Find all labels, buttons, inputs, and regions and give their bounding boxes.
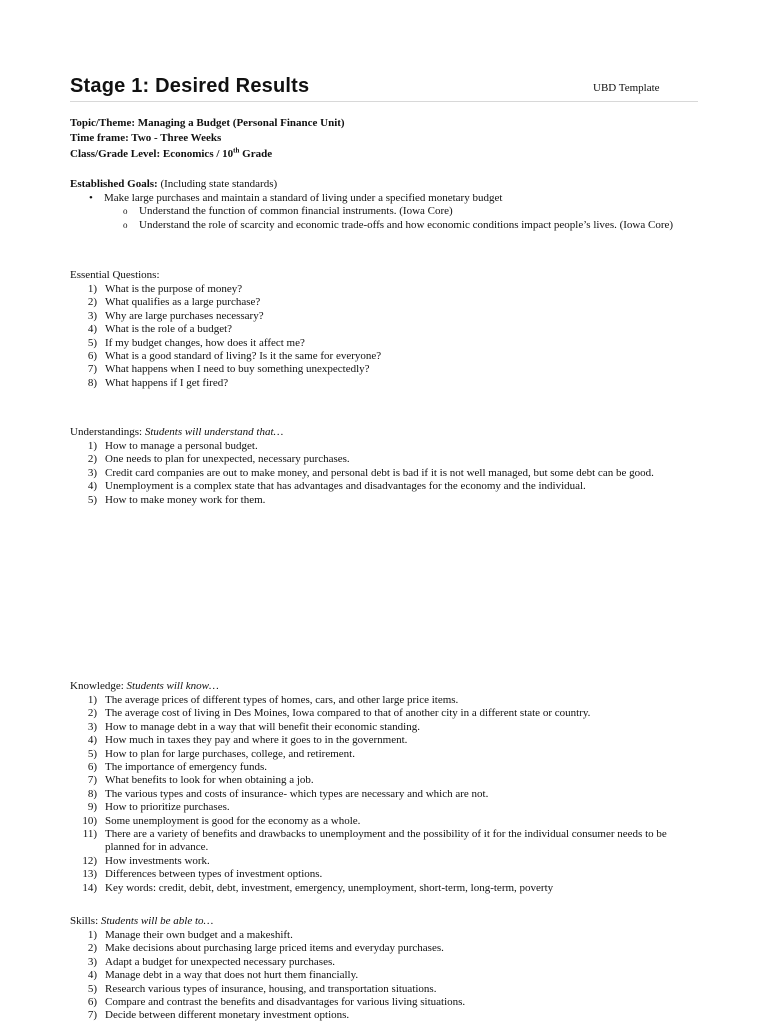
list-item xyxy=(70,707,700,720)
list-item-text: What happens when I need to buy something unexpectedly? xyxy=(105,363,370,376)
list-item xyxy=(70,467,700,480)
list-item xyxy=(70,969,700,982)
bullet-icon: • xyxy=(89,192,93,204)
list-number: 3) xyxy=(87,720,97,733)
list-item xyxy=(70,828,700,855)
list-item-text: One needs to plan for unexpected, necessary purchases. xyxy=(105,453,350,466)
list-item xyxy=(70,363,700,376)
understandings-heading-label: Understandings: xyxy=(70,426,145,438)
list-item-text: Credit card companies are out to make money, and personal debt is bad if it is not well managed, but some debt can be good. xyxy=(105,466,654,479)
list-number: 2) xyxy=(87,296,97,309)
established-goals-section xyxy=(70,177,700,232)
list-item xyxy=(70,942,700,955)
list-item xyxy=(70,868,700,881)
list-item-text: Differences between types of investment options. xyxy=(105,868,323,881)
understandings-heading-italic: Students will understand that… xyxy=(144,426,284,438)
list-item-text: How investments work. xyxy=(105,854,210,867)
list-number: 3) xyxy=(87,309,97,322)
list-item-text: The average cost of living in Des Moines, Iowa compared to that of another city in a different state or country. xyxy=(105,707,591,720)
list-number: 6) xyxy=(87,350,97,363)
list-item xyxy=(70,694,700,707)
list-number: 10) xyxy=(82,814,97,827)
list-item-text: What is the role of a budget? xyxy=(105,323,233,336)
list-item-text: Some unemployment is good for the economy as a whole. xyxy=(105,814,361,827)
list-number: 1) xyxy=(87,929,97,941)
goal-sub-text: Understand the role of scarcity and economic trade-offs and how economic conditions impact people’s lives. (Iowa Core) xyxy=(139,218,674,231)
list-number: 7) xyxy=(87,363,97,376)
list-item-text: Adapt a budget for unexpected necessary purchases. xyxy=(105,955,335,968)
grade-prefix: Class/Grade Level: Economics / 10 xyxy=(70,147,234,160)
circle-bullet-icon: o xyxy=(123,206,128,217)
list-item xyxy=(70,494,700,507)
list-number: 12) xyxy=(82,854,97,867)
list-item-text: Manage their own budget and a makeshift. xyxy=(105,929,293,941)
list-number: 6) xyxy=(87,996,97,1009)
list-number: 14) xyxy=(82,881,97,894)
list-item-text: Compare and contrast the benefits and disadvantages for various living situations. xyxy=(105,996,466,1009)
list-item xyxy=(70,882,700,895)
goals-heading-note: (Including state standards) xyxy=(157,178,278,190)
list-number: 1) xyxy=(87,283,97,295)
list-item-text: Manage debt in a way that does not hurt them financially. xyxy=(105,969,359,982)
list-item-text: What benefits to look for when obtaining a job. xyxy=(105,774,314,787)
list-number: 13) xyxy=(82,868,97,881)
list-item-text: What is the purpose of money? xyxy=(105,283,243,295)
skills-section xyxy=(70,914,700,1023)
list-number: 1) xyxy=(87,694,97,706)
list-item-text: How much in taxes they pay and where it goes to in the government. xyxy=(105,734,408,747)
list-item-text: The various types and costs of insurance- which types are necessary and which are not. xyxy=(105,787,489,800)
knowledge-list xyxy=(70,694,700,895)
list-item-text: What qualifies as a large purchase? xyxy=(105,296,261,309)
list-item-text: How to plan for large purchases, college, and retirement. xyxy=(105,747,355,760)
list-item-text: How to manage a personal budget. xyxy=(105,440,258,452)
grade-ordinal: th xyxy=(233,145,240,154)
template-label: UBD Template xyxy=(593,82,660,94)
list-item-text: Research various types of insurance, housing, and transportation situations. xyxy=(105,982,437,995)
skills-heading-label: Skills: xyxy=(70,915,101,927)
list-number: 4) xyxy=(87,734,97,747)
goal-text: Make large purchases and maintain a standard of living under a specified monetary budget xyxy=(104,192,503,204)
list-number: 7) xyxy=(87,1009,97,1022)
goal-sub-item xyxy=(70,219,700,232)
list-item xyxy=(70,1009,700,1022)
list-number: 5) xyxy=(87,493,97,506)
list-item xyxy=(70,721,700,734)
list-item xyxy=(70,323,700,336)
list-number: 4) xyxy=(87,969,97,982)
list-item xyxy=(70,350,700,363)
list-number: 8) xyxy=(87,787,97,800)
list-number: 2) xyxy=(87,707,97,720)
list-number: 3) xyxy=(87,955,97,968)
list-number: 5) xyxy=(87,747,97,760)
list-item xyxy=(70,480,700,493)
understandings-section xyxy=(70,425,700,507)
list-item xyxy=(70,855,700,868)
essential-questions-section xyxy=(70,268,700,390)
knowledge-heading-label: Knowledge: xyxy=(70,680,127,692)
list-item xyxy=(70,996,700,1009)
list-number: 4) xyxy=(87,323,97,336)
list-item xyxy=(70,310,700,323)
list-item-text: There are a variety of benefits and drawbacks to unemployment and the possibility of it for the individual consumer needs to be planned for in advance. xyxy=(105,828,667,854)
list-item-text: What happens if I get fired? xyxy=(105,376,229,389)
skills-list xyxy=(70,929,700,1023)
list-item xyxy=(70,296,700,309)
goals-heading-bold: Established Goals: xyxy=(70,178,158,190)
knowledge-section xyxy=(70,679,700,895)
list-number: 4) xyxy=(87,480,97,493)
list-item xyxy=(70,983,700,996)
grade-level-line xyxy=(70,147,700,162)
skills-heading-italic: Students will be able to… xyxy=(100,915,214,927)
list-item xyxy=(70,440,700,453)
list-number: 7) xyxy=(87,774,97,787)
topic-line: Topic/Theme: Managing a Budget (Personal Finance Unit) xyxy=(70,117,345,129)
list-number: 1) xyxy=(87,440,97,452)
list-number: 11) xyxy=(82,828,97,841)
list-item-text: The average prices of different types of homes, cars, and other large price items. xyxy=(105,694,459,706)
list-item-text: How to prioritize purchases. xyxy=(105,801,230,814)
list-item xyxy=(70,929,700,942)
goal-sub-item xyxy=(70,205,700,218)
list-item xyxy=(70,337,700,350)
list-item-text: How to make money work for them. xyxy=(105,493,266,506)
list-number: 2) xyxy=(87,942,97,955)
list-item xyxy=(70,956,700,969)
unit-meta xyxy=(70,116,700,162)
list-number: 9) xyxy=(87,801,97,814)
list-item-text: How to manage debt in a way that will benefit their economic standing. xyxy=(105,720,420,733)
list-item-text: What is a good standard of living? Is it the same for everyone? xyxy=(105,350,382,363)
essential-questions-list xyxy=(70,283,700,390)
page-title: Stage 1: Desired Results xyxy=(70,75,310,97)
goals-heading xyxy=(70,177,700,192)
list-item xyxy=(70,453,700,466)
knowledge-heading-italic: Students will know… xyxy=(126,680,219,692)
list-item xyxy=(70,283,700,296)
goal-sub-list xyxy=(70,205,700,232)
understandings-heading xyxy=(70,425,700,440)
time-frame-line: Time frame: Two - Three Weeks xyxy=(70,132,222,145)
list-item-text: Make decisions about purchasing large priced items and everyday purchases. xyxy=(105,942,444,955)
skills-heading xyxy=(70,914,700,929)
essential-questions-heading: Essential Questions: xyxy=(70,269,160,281)
page-header xyxy=(70,74,698,102)
grade-suffix: Grade xyxy=(239,147,273,160)
list-item-text: Decide between different monetary investment options. xyxy=(105,1009,350,1022)
list-item-text: The importance of emergency funds. xyxy=(105,761,267,774)
list-item-text: Unemployment is a complex state that has advantages and disadvantages for the economy and the individual. xyxy=(105,480,586,493)
list-item xyxy=(70,774,700,787)
list-item xyxy=(70,761,700,774)
list-number: 5) xyxy=(87,982,97,995)
list-number: 3) xyxy=(87,466,97,479)
list-item xyxy=(70,801,700,814)
list-item-text: Why are large purchases necessary? xyxy=(105,309,264,322)
goal-sub-text: Understand the function of common financial instruments. (Iowa Core) xyxy=(139,205,453,218)
circle-bullet-icon: o xyxy=(123,219,128,230)
list-number: 6) xyxy=(87,761,97,774)
list-item xyxy=(70,377,700,390)
list-number: 2) xyxy=(87,453,97,466)
list-item xyxy=(70,815,700,828)
list-item-text: Key words: credit, debit, debt, investment, emergency, unemployment, short-term, long-term, poverty xyxy=(105,881,554,894)
list-item xyxy=(70,748,700,761)
list-item-text: If my budget changes, how does it affect me? xyxy=(105,336,305,349)
list-number: 5) xyxy=(87,336,97,349)
list-item xyxy=(70,788,700,801)
goal-item xyxy=(70,192,700,232)
understandings-list xyxy=(70,440,700,507)
knowledge-heading xyxy=(70,679,700,694)
goals-list xyxy=(70,192,700,232)
list-number: 8) xyxy=(87,376,97,389)
list-item xyxy=(70,734,700,747)
